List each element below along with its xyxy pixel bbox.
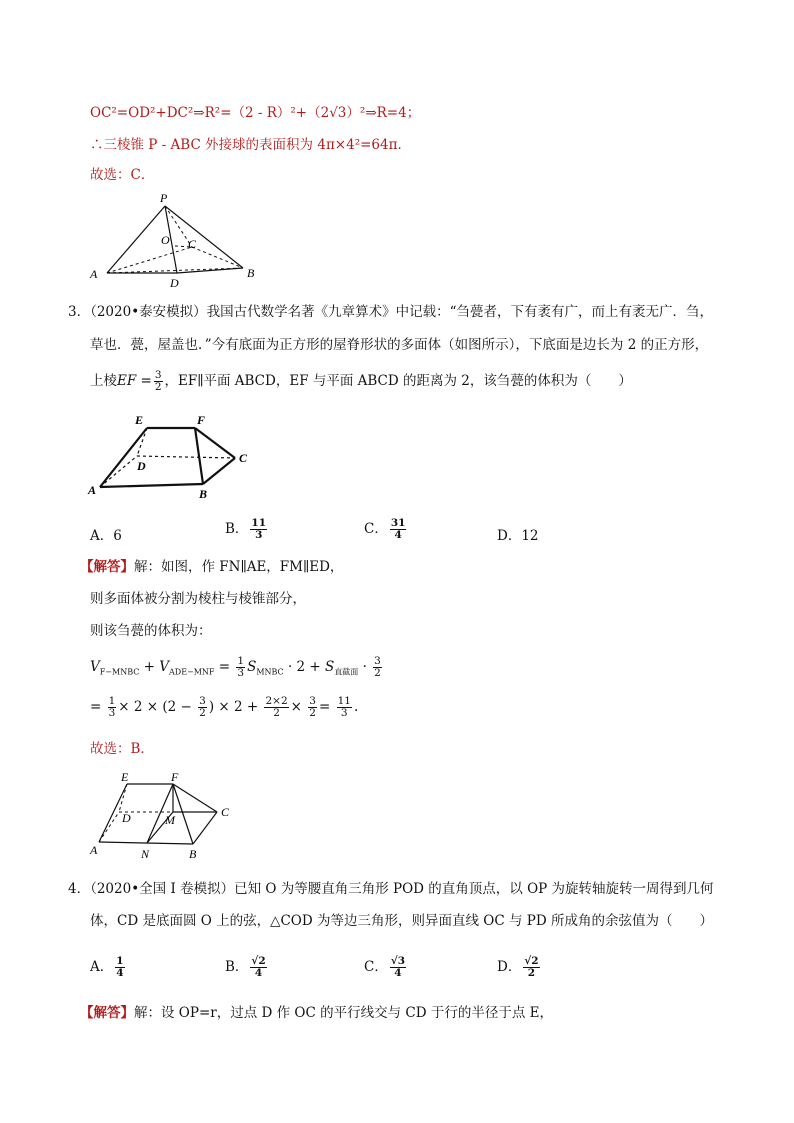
option-label: A． xyxy=(90,528,114,544)
sol2-line1: OC²=OD²+DC²⇒R²=（2 - R）²+（2√3）²⇒R=4； xyxy=(90,105,421,121)
option-text: 12 xyxy=(521,528,539,544)
polyhedron-figure xyxy=(85,410,260,505)
q4-option-d[interactable] xyxy=(497,955,542,979)
option-frac xyxy=(250,518,267,541)
label-A: A xyxy=(90,843,98,857)
frac-num: 11 xyxy=(251,517,267,529)
label-O: O xyxy=(161,233,170,247)
q3-line3-suffix: ，EF∥平面 ABCD，EF 与平面 ABCD 的距离为 2，该刍甍的体积为（ ） xyxy=(164,373,632,389)
frac-num: 1 xyxy=(116,955,124,967)
q3-line1: 3．（2020•泰安模拟）我国古代数学名著《九章算术》中记载：“刍甍者，下有袤有广，而上有袤无广．刍， xyxy=(68,304,714,320)
option-frac xyxy=(523,956,539,979)
q3-ef-eq: EF = xyxy=(117,373,152,389)
q3-line3 xyxy=(90,370,632,393)
option-label: C． xyxy=(364,521,388,537)
q4-answer-line1 xyxy=(80,1004,553,1022)
split-polyhedron-figure xyxy=(85,768,245,863)
frac-num: 31 xyxy=(390,517,406,529)
label-D: D xyxy=(137,459,146,473)
q3-answer-line3: 则该刍甍的体积为： xyxy=(90,623,212,639)
frac-den: 2 xyxy=(527,967,536,979)
q4-option-b[interactable] xyxy=(225,955,269,979)
frac-num: √2 xyxy=(524,955,539,967)
q3-option-d[interactable] xyxy=(497,524,539,544)
option-label: D． xyxy=(497,959,522,975)
answer-text: 解：设 OP=r，过点 D 作 OC 的平行线交与 CD 于行的半径于点 E， xyxy=(134,1005,553,1021)
frac-den: 4 xyxy=(394,529,402,541)
option-label: A． xyxy=(90,959,114,975)
label-D: D xyxy=(122,811,131,825)
option-frac xyxy=(250,956,266,979)
frac-den: 4 xyxy=(254,967,263,979)
label-M: M xyxy=(165,813,175,827)
option-label: B． xyxy=(225,959,249,975)
q3-option-a[interactable] xyxy=(90,524,122,544)
label-F: F xyxy=(197,413,206,427)
sol2-choice: 故选：C． xyxy=(90,167,155,183)
label-A: A xyxy=(90,267,98,281)
label-A: A xyxy=(88,483,97,497)
q3-answer-choice: 故选：B． xyxy=(90,741,154,757)
q3-line3-prefix: 上棱 xyxy=(90,373,117,389)
option-label: D． xyxy=(497,528,522,544)
label-C: C xyxy=(188,237,197,251)
q3-line2: 草也．甍，屋盖也．”今有底面为正方形的屋脊形状的多面体（如图所示），下底面是边长为 2 的正方形， xyxy=(90,337,709,353)
label-E: E xyxy=(135,413,144,427)
label-F: F xyxy=(171,770,179,784)
sol2-line2: ∴三棱锥 P - ABC 外接球的表面积为 4π×4²=64π． xyxy=(90,137,411,153)
answer-text: 解：如图，作 FN∥AE，FM∥ED， xyxy=(134,559,344,575)
q3-formula2: = $\frac{1}{3}$ × 2 × (2 − $\frac{3}{2}$ ) × 2 + $\frac{2\times 2}{2}$ × $\frac{3}{2}$ = $\frac{11}{3}$ . xyxy=(90,695,359,719)
label-N: N xyxy=(141,847,150,861)
option-frac xyxy=(390,956,406,979)
label-C: C xyxy=(239,451,248,465)
q4-line1: 4．（2020•全国 I 卷模拟）已知 O 为等腰直角三角形 POD 的直角顶点，以 OP 为旋转轴旋转一周得到几何 xyxy=(68,881,714,897)
frac-den: 3 xyxy=(255,529,263,541)
option-label: B． xyxy=(225,521,249,537)
option-text: 6 xyxy=(113,528,122,544)
frac-den: 4 xyxy=(394,967,402,979)
frac-num: √2 xyxy=(251,955,266,967)
frac-num: 3 xyxy=(154,369,162,381)
q3-answer-line2: 则多面体被分割为棱柱与棱锥部分， xyxy=(90,591,306,607)
label-P: P xyxy=(160,191,168,205)
label-B: B xyxy=(247,266,255,280)
frac-den: 2 xyxy=(154,381,162,393)
tetrahedron-figure xyxy=(85,190,265,290)
option-label: C． xyxy=(364,959,388,975)
label-C: C xyxy=(221,805,230,819)
label-B: B xyxy=(199,487,208,501)
q3-formula1: $V_{F-MNBC} + V_{ADE-MNF}$ = $\frac{1}{3}$ $S_{MNBC} \cdot 2 + S_{直截面}$ · $\frac{3}{2}$ xyxy=(90,655,381,679)
answer-tag: 【解答】 xyxy=(80,1005,134,1021)
q3-ef-frac xyxy=(154,370,163,393)
q4-line2: 体，CD 是底面圆 O 上的弦，△COD 为等边三角形，则异面直线 OC 与 PD 所成角的余弦值为（ ） xyxy=(90,913,713,929)
q4-option-a[interactable] xyxy=(90,955,127,979)
q3-option-c[interactable] xyxy=(364,517,408,541)
option-frac xyxy=(390,518,407,541)
label-E: E xyxy=(121,770,129,784)
answer-tag: 【解答】 xyxy=(80,559,134,575)
frac-den: 4 xyxy=(116,967,124,979)
q3-answer-line1 xyxy=(80,558,343,576)
label-D: D xyxy=(170,276,179,290)
label-B: B xyxy=(189,847,197,861)
option-frac xyxy=(115,956,124,979)
frac-num: √3 xyxy=(390,955,406,967)
q4-option-c[interactable] xyxy=(364,955,408,979)
q3-option-b[interactable] xyxy=(225,517,269,541)
